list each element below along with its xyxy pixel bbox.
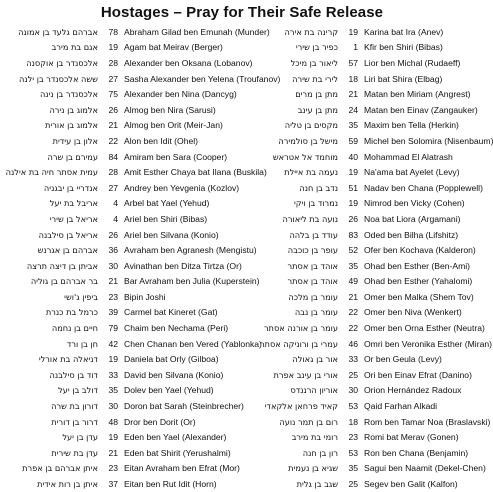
age: 18 bbox=[348, 73, 358, 84]
age: 84 bbox=[108, 151, 118, 162]
hebrew-name: ליאור בן מיכל bbox=[290, 57, 338, 68]
age: 19 bbox=[108, 432, 118, 443]
age: 33 bbox=[108, 369, 118, 380]
english-name: Kfir ben Shiri (Bibas) bbox=[364, 42, 443, 53]
english-name: Chaim ben Nechama (Peri) bbox=[124, 323, 229, 334]
list-item bbox=[2, 414, 242, 430]
english-name: Matan ben Einav (Zangauker) bbox=[364, 104, 478, 115]
hebrew-name: רום בן תמר נועה bbox=[279, 416, 338, 427]
hebrew-name: נדב בן חנה bbox=[299, 182, 338, 193]
list-item bbox=[2, 258, 242, 274]
age: 4 bbox=[113, 198, 118, 209]
columns bbox=[0, 24, 493, 492]
hebrew-name: דורון בת שרה bbox=[51, 401, 98, 412]
english-name: Noa bat Liora (Argamani) bbox=[364, 213, 461, 224]
hebrew-name: אוהד בן אסתר bbox=[287, 260, 338, 271]
english-name: Or ben Geula (Levy) bbox=[364, 354, 442, 365]
age: 40 bbox=[348, 151, 358, 162]
list-item bbox=[2, 367, 242, 383]
list-item bbox=[2, 320, 242, 336]
age: 26 bbox=[108, 104, 118, 115]
age: 23 bbox=[348, 432, 358, 443]
age: 78 bbox=[108, 26, 118, 37]
english-name: Almog ben Orit (Meir-Jan) bbox=[124, 120, 223, 131]
hebrew-name: בר אברהם בן גוליה bbox=[30, 276, 98, 287]
hebrew-name: מישל בן סולמירה bbox=[278, 135, 338, 146]
age: 75 bbox=[108, 89, 118, 100]
list-item bbox=[242, 289, 482, 305]
age: 35 bbox=[348, 463, 358, 474]
hebrew-name: אברהם גלעד בן אמונה bbox=[18, 26, 98, 37]
age: 22 bbox=[108, 135, 118, 146]
age: 21 bbox=[348, 291, 358, 302]
english-name: Bar Avraham ben Julia (Kuperstein) bbox=[124, 276, 260, 287]
age: 57 bbox=[348, 57, 358, 68]
age: 25 bbox=[348, 479, 358, 490]
age: 19 bbox=[348, 198, 358, 209]
list-item bbox=[2, 149, 242, 165]
hostages-list-page bbox=[0, 2, 493, 490]
hebrew-name: דולב בן יעל bbox=[58, 385, 98, 396]
english-name: Sasha Alexander ben Yelena (Troufanov) bbox=[124, 73, 281, 84]
age: 33 bbox=[348, 354, 358, 365]
age: 27 bbox=[108, 73, 118, 84]
hebrew-name: עומר בן נבה bbox=[294, 307, 338, 318]
age: 19 bbox=[108, 42, 118, 53]
age: 48 bbox=[108, 416, 118, 427]
english-name: Orion Hernández Radoux bbox=[364, 385, 462, 396]
english-name: Omer ben Malka (Shem Tov) bbox=[364, 291, 474, 302]
hebrew-name: דרור בן דורית bbox=[51, 416, 98, 427]
age: 37 bbox=[108, 479, 118, 490]
hebrew-name: עמרי בן ורוניקה אסתר bbox=[259, 338, 338, 349]
hebrew-name: מתן בן מרים bbox=[295, 89, 338, 100]
hebrew-name: עדן בן יעל bbox=[62, 432, 98, 443]
hebrew-name: אוריון הרננדס bbox=[290, 385, 338, 396]
list-item bbox=[242, 476, 482, 492]
list-item bbox=[2, 118, 242, 134]
hebrew-name: איתן אברהם בן אפרת bbox=[22, 463, 98, 474]
list-item bbox=[2, 398, 242, 414]
age: 1 bbox=[353, 42, 358, 53]
age: 35 bbox=[348, 260, 358, 271]
english-name: Ori ben Einav Efrat (Danino) bbox=[364, 369, 472, 380]
list-item bbox=[2, 351, 242, 367]
english-name: Alexander ben Oksana (Lobanov) bbox=[124, 57, 253, 68]
hebrew-name: אביתן בן דיצה תרצה bbox=[26, 260, 98, 271]
list-item bbox=[2, 242, 257, 258]
english-name: Avinathan ben Ditza Tirtza (Or) bbox=[124, 260, 242, 271]
hebrew-name: כפיר בן שירי bbox=[295, 42, 338, 53]
hebrew-name: אגם בת מירב bbox=[51, 42, 98, 53]
english-name: Almog ben Nira (Sarusi) bbox=[124, 104, 216, 115]
age: 79 bbox=[108, 323, 118, 334]
list-item bbox=[242, 211, 482, 227]
list-item bbox=[2, 40, 242, 56]
age: 49 bbox=[348, 276, 358, 287]
right-column bbox=[242, 24, 493, 492]
english-name: Abraham Gilad ben Emunah (Munder) bbox=[124, 26, 270, 37]
page-title: Hostages – Pray for Their Safe Release bbox=[100, 4, 384, 21]
list-item bbox=[2, 71, 281, 87]
english-name: Arbel bat Yael (Yehud) bbox=[124, 198, 210, 209]
english-name: Michel ben Solomira (Nisenbaum) bbox=[364, 135, 493, 146]
age: 24 bbox=[348, 104, 358, 115]
list-item bbox=[2, 476, 242, 492]
left-column bbox=[2, 24, 281, 492]
list-item bbox=[242, 414, 491, 430]
list-item bbox=[242, 398, 482, 414]
hebrew-name: עמית אסתר חיה בת אילנה bbox=[5, 167, 98, 178]
english-name: Omer ben Orna Esther (Neutra) bbox=[364, 323, 485, 334]
hebrew-name: אלכסנדר בן אוקסנה bbox=[26, 57, 98, 68]
english-name: Segev ben Galit (Kalfon) bbox=[364, 479, 458, 490]
list-item bbox=[242, 227, 482, 243]
english-name: Andrey ben Yevgenia (Kozlov) bbox=[124, 182, 240, 193]
hebrew-name: דניאלה בת אורלי bbox=[38, 354, 98, 365]
english-name: Avraham ben Agranesh (Mengistu) bbox=[124, 245, 257, 256]
english-name: Doron bat Sarah (Steinbrecher) bbox=[124, 401, 244, 412]
hebrew-name: אברהם בן אגרנש bbox=[37, 245, 98, 256]
hebrew-name: עמירם בן שרה bbox=[47, 151, 98, 162]
age: 53 bbox=[348, 447, 358, 458]
hebrew-name: נעמה בת איילת bbox=[284, 167, 338, 178]
list-item bbox=[2, 227, 242, 243]
english-name: Ohad ben Esther (Yahalomi) bbox=[364, 276, 473, 287]
age: 36 bbox=[108, 245, 118, 256]
english-name: Eitan Avraham ben Efrat (Mor) bbox=[124, 463, 240, 474]
english-name: Sagui ben Naamit (Dekel-Chen) bbox=[364, 463, 486, 474]
age: 21 bbox=[348, 89, 358, 100]
english-name: Rom ben Tamar Noa (Braslavski) bbox=[364, 416, 491, 427]
hebrew-name: חיים בן נחמה bbox=[51, 323, 98, 334]
hebrew-name: כרמל בת כנרת bbox=[45, 307, 98, 318]
hebrew-name: אור בן גאולה bbox=[292, 354, 338, 365]
hebrew-name: אנדריי בן יבגניה bbox=[43, 182, 98, 193]
hebrew-name: אריבל בת יעל bbox=[49, 198, 98, 209]
english-name: Dror ben Dorit (Or) bbox=[124, 416, 196, 427]
hebrew-name: חן בן ורד bbox=[66, 338, 98, 349]
age: 53 bbox=[348, 401, 358, 412]
list-item bbox=[2, 196, 242, 212]
age: 46 bbox=[348, 338, 358, 349]
age: 51 bbox=[348, 182, 358, 193]
hebrew-name: אוהד בן אסתר bbox=[287, 276, 338, 287]
list-item bbox=[242, 336, 492, 352]
age: 18 bbox=[348, 416, 358, 427]
english-name: Eden ben Yael (Alexander) bbox=[124, 432, 227, 443]
list-item bbox=[2, 429, 242, 445]
age: 22 bbox=[348, 307, 358, 318]
hebrew-name: עודד בן בלהה bbox=[289, 229, 338, 240]
hebrew-name: אריאל בן סילבנה bbox=[38, 229, 98, 240]
english-name: Liri bat Shira (Elbag) bbox=[364, 73, 443, 84]
hebrew-name: מתן בן עינב bbox=[297, 104, 338, 115]
english-name: Alexander ben Nina (Dancyg) bbox=[124, 89, 237, 100]
english-name: Alon ben Idit (Ohel) bbox=[124, 135, 199, 146]
list-item bbox=[2, 211, 242, 227]
hebrew-name: מוחמד אל אטראש bbox=[272, 151, 338, 162]
english-name: Nadav ben Chana (Popplewell) bbox=[364, 182, 483, 193]
age: 83 bbox=[348, 229, 358, 240]
hebrew-name: מקסים בן טליה bbox=[284, 120, 338, 131]
list-item bbox=[2, 445, 242, 461]
age: 28 bbox=[108, 167, 118, 178]
age: 23 bbox=[108, 291, 118, 302]
hebrew-name: אלמוג בן נירה bbox=[49, 104, 98, 115]
list-item bbox=[242, 24, 482, 40]
age: 19 bbox=[348, 167, 358, 178]
list-item bbox=[242, 55, 482, 71]
age: 35 bbox=[348, 120, 358, 131]
hebrew-name: נמרוד בן ויקי bbox=[293, 198, 338, 209]
hebrew-name: רון בן חנה bbox=[302, 447, 338, 458]
age: 30 bbox=[108, 401, 118, 412]
hebrew-name: ביפין ג'ושי bbox=[64, 291, 98, 302]
list-item bbox=[242, 196, 482, 212]
list-item bbox=[242, 118, 482, 134]
age: 39 bbox=[108, 307, 118, 318]
hebrew-name: דוד בן סילבנה bbox=[49, 369, 98, 380]
hebrew-name: קאיד פרחאן אלקאדי bbox=[264, 401, 338, 412]
english-name: David ben Silvana (Konio) bbox=[124, 369, 224, 380]
age: 21 bbox=[108, 120, 118, 131]
english-name: Ohad ben Esther (Ben-Ami) bbox=[364, 260, 471, 271]
list-item bbox=[2, 133, 242, 149]
list-item bbox=[242, 367, 482, 383]
list-item bbox=[2, 164, 267, 180]
list-item bbox=[242, 445, 482, 461]
english-name: Chen Chanan ben Vered (Yablonka) bbox=[124, 338, 262, 349]
age: 27 bbox=[108, 182, 118, 193]
age: 22 bbox=[348, 323, 358, 334]
english-name: Omer ben Niva (Wenkert) bbox=[364, 307, 462, 318]
english-name: Agam bat Meirav (Berger) bbox=[124, 42, 223, 53]
english-name: Daniela bat Orly (Gilboa) bbox=[124, 354, 219, 365]
english-name: Oded ben Bilha (Lifshitz) bbox=[364, 229, 459, 240]
list-item bbox=[242, 40, 482, 56]
list-item bbox=[242, 86, 482, 102]
list-item bbox=[2, 383, 242, 399]
age: 26 bbox=[108, 229, 118, 240]
list-item bbox=[242, 351, 482, 367]
list-item bbox=[242, 71, 482, 87]
english-name: Ariel ben Shiri (Bibas) bbox=[124, 213, 208, 224]
list-item bbox=[242, 164, 482, 180]
hebrew-name: אריאל בן שירי bbox=[49, 213, 98, 224]
english-name: Ron ben Chana (Benjamin) bbox=[364, 447, 469, 458]
age: 30 bbox=[348, 385, 358, 396]
english-name: Omri ben Veronika Esther (Miran) bbox=[364, 338, 492, 349]
hebrew-name: נועה בת ליאורה bbox=[282, 213, 338, 224]
hebrew-name: ששה אלכסנדר בן ילנה bbox=[19, 73, 98, 84]
list-item bbox=[242, 383, 482, 399]
list-item bbox=[242, 149, 482, 165]
hebrew-name: אורי בן עינב אפרת bbox=[273, 369, 338, 380]
english-name: Maxim ben Tella (Herkin) bbox=[364, 120, 459, 131]
list-item bbox=[242, 274, 482, 290]
hebrew-name: עופר בן כוכבה bbox=[287, 245, 338, 256]
hebrew-name: שגב בן גלית bbox=[296, 479, 338, 490]
age: 21 bbox=[108, 276, 118, 287]
list-item bbox=[242, 102, 482, 118]
list-item bbox=[242, 320, 485, 336]
age: 52 bbox=[348, 245, 358, 256]
english-name: Mohammad El Alatrash bbox=[364, 151, 453, 162]
english-name: Matan ben Miriam (Angrest) bbox=[364, 89, 471, 100]
age: 26 bbox=[348, 213, 358, 224]
hebrew-name: אלון בן עידית bbox=[52, 135, 98, 146]
list-item bbox=[2, 24, 270, 40]
list-item bbox=[242, 133, 493, 149]
list-item bbox=[2, 461, 242, 477]
list-item bbox=[242, 305, 482, 321]
list-item bbox=[242, 429, 482, 445]
english-name: Romi bat Merav (Gonen) bbox=[364, 432, 459, 443]
hebrew-name: איתן בן רות אידית bbox=[37, 479, 98, 490]
english-name: Lior ben Michal (Rudaeff) bbox=[364, 57, 461, 68]
hebrew-name: עומר בן אורנה אסתר bbox=[263, 323, 338, 334]
age: 25 bbox=[348, 369, 358, 380]
list-item bbox=[242, 258, 482, 274]
list-item bbox=[2, 274, 260, 290]
english-name: Eitan ben Rut Idit (Horn) bbox=[124, 479, 217, 490]
list-item bbox=[242, 242, 482, 258]
english-name: Carmel bat Kineret (Gat) bbox=[124, 307, 218, 318]
english-name: Bipin Joshi bbox=[124, 291, 166, 302]
hebrew-name: עומר בן מלכה bbox=[288, 291, 338, 302]
age: 19 bbox=[348, 26, 358, 37]
english-name: Amit Esther Chaya bat Ilana (Buskila) bbox=[124, 167, 267, 178]
hebrew-name: אלכסנדר בן נינה bbox=[39, 89, 98, 100]
age: 21 bbox=[108, 447, 118, 458]
age: 35 bbox=[108, 385, 118, 396]
age: 59 bbox=[348, 135, 358, 146]
english-name: Karina bat Ira (Anev) bbox=[364, 26, 444, 37]
age: 4 bbox=[113, 213, 118, 224]
list-item bbox=[2, 289, 242, 305]
age: 42 bbox=[108, 338, 118, 349]
age: 19 bbox=[108, 354, 118, 365]
list-item bbox=[2, 86, 242, 102]
age: 30 bbox=[108, 260, 118, 271]
hebrew-name: לירי בת שירה bbox=[292, 73, 338, 84]
english-name: Na'ama bat Ayelet (Levy) bbox=[364, 167, 460, 178]
english-name: Eden bat Shirit (Yerushalmi) bbox=[124, 447, 231, 458]
list-item bbox=[242, 461, 486, 477]
age: 23 bbox=[108, 463, 118, 474]
hebrew-name: קרינה בת אירה bbox=[284, 26, 338, 37]
hebrew-name: אלמוג בן אורית bbox=[45, 120, 98, 131]
list-item bbox=[2, 55, 253, 71]
english-name: Amiram ben Sara (Cooper) bbox=[124, 151, 228, 162]
english-name: Nimrod ben Vicky (Cohen) bbox=[364, 198, 465, 209]
hebrew-name: עדן בת שירית bbox=[51, 447, 98, 458]
english-name: Qaid Farhan Alkadi bbox=[364, 401, 438, 412]
english-name: Ofer ben Kochava (Kalderon) bbox=[364, 245, 476, 256]
english-name: Dolev ben Yael (Yehud) bbox=[124, 385, 214, 396]
list-item bbox=[2, 305, 242, 321]
age: 28 bbox=[108, 57, 118, 68]
english-name: Ariel ben Silvana (Konio) bbox=[124, 229, 219, 240]
list-item bbox=[2, 336, 262, 352]
list-item bbox=[2, 180, 242, 196]
list-item bbox=[2, 102, 242, 118]
hebrew-name: שגיא בן נעמית bbox=[288, 463, 338, 474]
list-item bbox=[242, 180, 482, 196]
hebrew-name: רומי בת מירב bbox=[291, 432, 338, 443]
